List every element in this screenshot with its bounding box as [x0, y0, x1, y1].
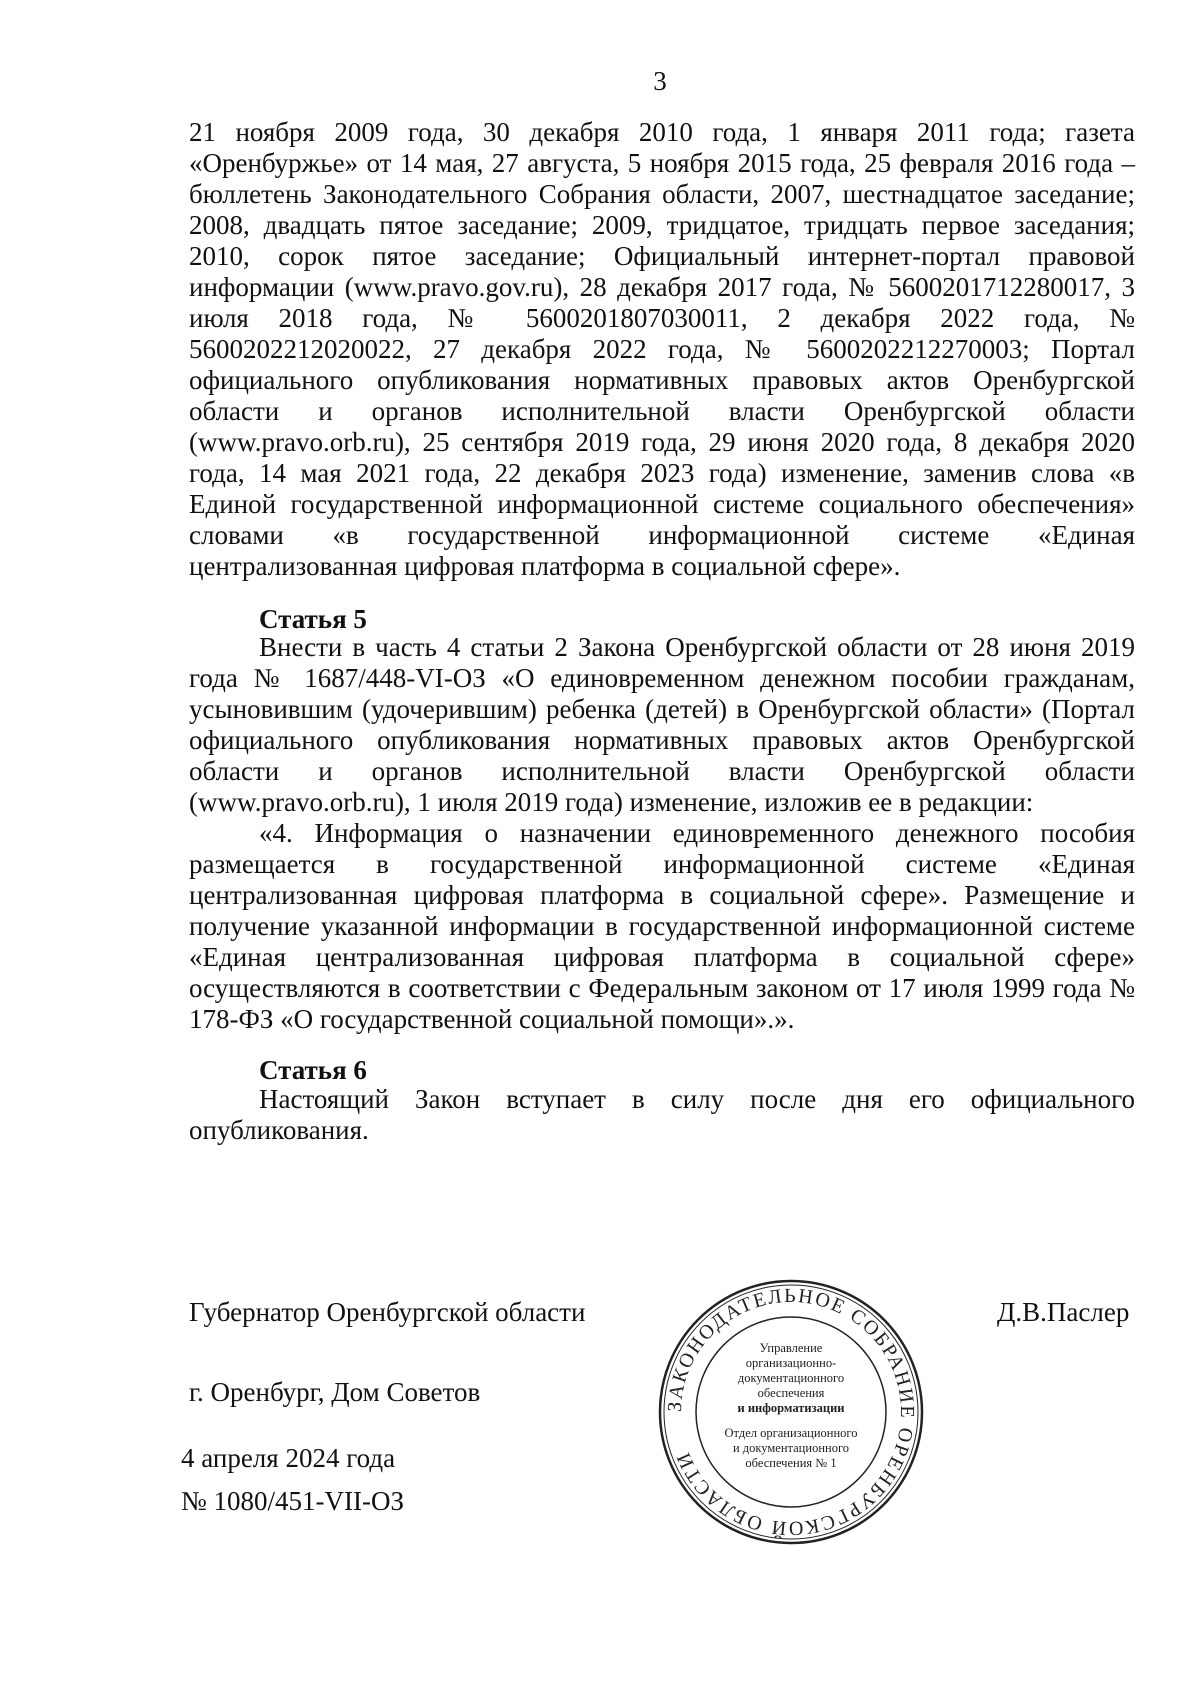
- stamp-inner-line-5: и информатизации: [737, 1401, 845, 1415]
- stamp-inner-line-4: обеспечения: [757, 1386, 825, 1400]
- stamp-outer-text: ЗАКОНОДАТЕЛЬНОЕ СОБРАНИЕ ОРЕНБУРГСКОЙ ОБЛАСТИ: [663, 1284, 919, 1540]
- signature-position: Губернатор Оренбургской области: [189, 1297, 586, 1327]
- article-5-body: [189, 632, 1135, 1035]
- article-6-body: [189, 1084, 1135, 1146]
- intro-paragraph-block: [189, 117, 1135, 582]
- article-6-heading: Статья 6: [259, 1055, 367, 1085]
- article-5-paragraph-2: «4. Информация о назначении единовременного денежного пособия размещается в государственной информационной системе «Единая централизованная цифровая платформа в социальной сфере». Размещение и получение указанной информации в государственной информационной системе «Единая централизованная цифровая платформа в социальной сфере» осуществляются в соответствии с Федеральным законом от 17 июля 1999 года № 178-ФЗ «О государственной социальной помощи».».: [189, 818, 1135, 1034]
- stamp-inner-line-3: документационного: [737, 1371, 845, 1385]
- stamp-inner-line-2: организационно-: [745, 1356, 837, 1370]
- stamp-inner-line-6: Отдел организационного: [724, 1426, 858, 1440]
- official-stamp: [656, 1277, 926, 1547]
- stamp-inner-line-1: Управление: [759, 1341, 823, 1355]
- law-date: 4 апреля 2024 года: [181, 1443, 396, 1473]
- article-5-heading: Статья 5: [259, 604, 367, 634]
- intro-paragraph: 21 ноября 2009 года, 30 декабря 2010 года, 1 января 2011 года; газета «Оренбуржье» от 14 мая, 27 августа, 5 ноября 2015 года, 25 февраля 2016 года – бюллетень Законодательного Собрания области, 2007, шестнадцатое заседание; 2008, двадцать пятое заседание; 2009, тридцатое, тридцать первое заседания; 2010, сорок пятое заседание; Официальный интернет-портал правовой информации (www.pravo.gov.ru), 28 декабря 2017 года, № 5600201712280017, 3 июля 2018 года, № 5600201807030011, 2 декабря 2022 года, № 5600202212020022, 27 декабря 2022 года, № 5600202212270003; Портал официального опубликования нормативных правовых актов Оренбургской области и органов исполнительной власти Оренбургской области (www.pravo.orb.ru), 25 сентября 2019 года, 29 июня 2020 года, 8 декабря 2020 года, 14 мая 2021 года, 22 декабря 2023 года) изменение, заменив слова «в Единой государственной информационной системе социального обеспечения» словами «в государственной информационной системе «Единая централизованная цифровая платформа в социальной сфере».: [189, 117, 1135, 581]
- article-6-paragraph: Настоящий Закон вступает в силу после дня его официального опубликования.: [189, 1084, 1135, 1145]
- article-5-paragraph-1: Внести в часть 4 статьи 2 Закона Оренбургской области от 28 июня 2019 года № 1687/448-VI-ОЗ «О единовременном денежном пособии гражданам, усыновившим (удочерившим) ребенка (детей) в Оренбургской области» (Портал официального опубликования нормативных правовых актов Оренбургской области и органов исполнительной власти Оренбургской области (www.pravo.orb.ru), 1 июля 2019 года) изменение, изложив ее в редакции:: [189, 632, 1135, 817]
- page-number: 3: [653, 66, 667, 96]
- stamp-inner-line-8: обеспечения № 1: [745, 1456, 837, 1470]
- signature-place: г. Оренбург, Дом Советов: [189, 1377, 481, 1407]
- signature-name: Д.В.Паслер: [997, 1297, 1130, 1327]
- law-number: № 1080/451-VII-ОЗ: [181, 1486, 405, 1516]
- stamp-inner-line-7: и документационного: [732, 1441, 850, 1455]
